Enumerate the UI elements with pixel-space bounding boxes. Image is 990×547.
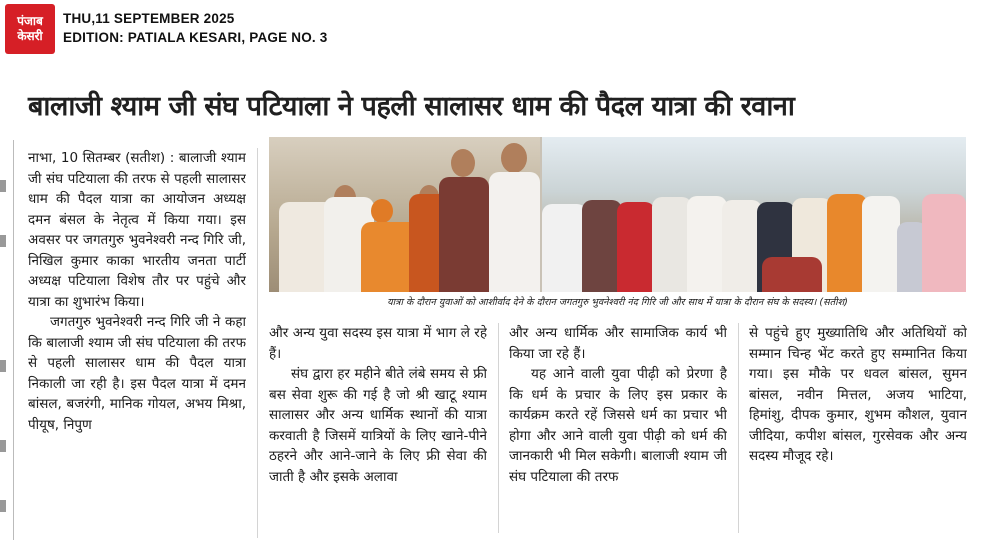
adjacent-column-edge: [0, 140, 14, 540]
person-figure: [542, 204, 587, 292]
person-figure: [827, 194, 867, 292]
cropped-text-mark: [0, 440, 6, 452]
person-figure: [762, 257, 822, 292]
person-figure: [582, 200, 622, 292]
article-paragraph: यह आने वाली युवा पीढ़ी को प्रेरणा है कि धर्म के प्रचार के लिए इस प्रकार के कार्यक्रम करते रहें जिससे धर्म का प्रचार भी होगा और आने वाली युवा पीढ़ी को धर्म की जानकारी भी मिल सकेगी। बालाजी श्याम जी संघ पटियाला की तरफ: [509, 366, 727, 485]
photo-caption: यात्रा के दौरान युवाओं को आशीर्वाद देने के दौरान जगतगुरु भुवनेश्वरी नंद गिरि जी और साथ में यात्रा के दौरान संघ के सदस्य। (सतीश): [387, 297, 848, 308]
cropped-text-mark: [0, 235, 6, 247]
article-paragraph: और अन्य युवा सदस्य इस यात्रा में भाग ले रहे हैं।: [269, 325, 487, 362]
person-figure: [862, 196, 900, 292]
column-divider: [738, 323, 739, 533]
column-divider: [498, 323, 499, 533]
edition-meta: [63, 9, 328, 47]
person-figure: [652, 197, 692, 292]
person-head: [371, 199, 393, 223]
punjab-kesari-logo: [5, 4, 55, 54]
person-figure: [489, 172, 540, 292]
cropped-text-mark: [0, 500, 6, 512]
photo-panel-group: [542, 137, 966, 292]
article-paragraph: नाभा, 10 सितम्बर (सतीश) : बालाजी श्याम जी संघ पटियाला की तरफ से पहली सालासर धाम की पैदल यात्रा का आयोजन अध्यक्ष दमन बंसल के नेतृत्व में किया गया। इस अवसर पर जगतगुरु भुवनेश्वरी नन्द गिरि जी, निखिल कुमार काका भारतीय जनता पार्टी अध्यक्ष पटियाला विशेष तौर पर पहुंचे और यात्रा का शुभारंभ किया।: [28, 150, 246, 310]
person-figure: [922, 194, 966, 292]
edition-name: EDITION: PATIALA KESARI, PAGE NO. 3: [63, 30, 328, 45]
logo-line-2: केसरी: [17, 29, 43, 43]
article-headline: बालाजी श्याम जी संघ पटियाला ने पहली सालासर धाम की पैदल यात्रा की रवाना: [28, 91, 795, 122]
cropped-text-mark: [0, 360, 6, 372]
cropped-text-mark: [0, 180, 6, 192]
article-column-3: [509, 323, 727, 538]
article-paragraph: और अन्य धार्मिक और सामाजिक कार्य भी किया जा रहे हैं।: [509, 325, 727, 362]
article-column-2: [269, 323, 487, 538]
person-figure: [687, 196, 727, 292]
photo-panel-blessing: [269, 137, 540, 292]
article-paragraph: संघ द्वारा हर महीने बीते लंबे समय से फ्री बस सेवा शुरू की गई है जो श्री खाटू श्याम सालासर और अन्य धार्मिक स्थानों की यात्रा करवाती है जिसमें यात्रियों के लिए खाने-पीने ठहरने और आने-जाने के लिए फ्री सेवा की जाती है और इसके अलावा: [269, 366, 487, 485]
column-divider: [257, 148, 258, 538]
person-head: [501, 143, 527, 173]
article-column-4: [749, 323, 967, 538]
article-photo: [269, 137, 966, 292]
person-figure: [439, 177, 489, 292]
article-column-1: [28, 148, 246, 538]
edition-date: THU,11 SEPTEMBER 2025: [63, 11, 235, 26]
person-figure: [617, 202, 655, 292]
masthead: [0, 0, 990, 56]
article-paragraph: से पहुंचे हुए मुख्यातिथि और अतिथियों को सम्मान चिन्ह भेंट करते हुए सम्मानित किया गया। इस मौके पर धवल बांसल, सुमन बांसल, नवीन मित्तल, अजय भाटिया, हिमांशु, दीपक कुमार, शुभम कौशल, युवान जीदिया, कपीश बांसल, गुरसेवक और अन्य सदस्य मौजूद रहे।: [749, 325, 967, 464]
person-figure: [722, 200, 762, 292]
logo-line-1: पंजाब: [17, 14, 43, 28]
article-paragraph: जगतगुरु भुवनेश्वरी नन्द गिरि जी ने कहा कि बालाजी श्याम जी संघ पटियाला की तरफ से पहली सालासर धाम की पैदल यात्रा निकाली जा रही है। इस पैदल यात्रा में दमन बांसल, बजरंगी, मानिक गोयल, अभय मिश्रा, पीयूष, निपुण: [28, 314, 246, 433]
person-head: [451, 149, 475, 177]
